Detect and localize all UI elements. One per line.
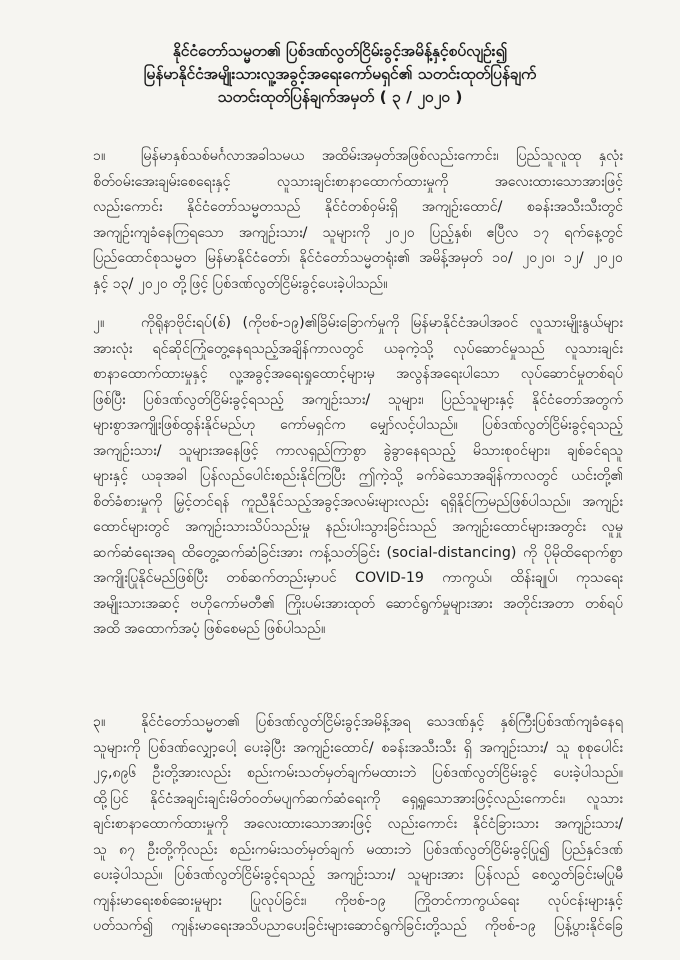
paragraph-line: ဖြစ်ပြီး ပြစ်ဒဏ်လွတ်ငြိမ်းခွင့်ရသည့် အကျဉ်းသား/ သူများ၊ ပြည်သူများနှင့် နိုင်ငံတော်အတွက် [93,391,623,408]
paragraph-number: ၂။ [93,315,105,331]
paragraph-line: ပတ်သက်၍ ကျန်းမာရေးအသိပညာပေးခြင်းများဆောင်ရွက်ခြင်းတို့သည် ကိုဗစ်-၁၉ ပြန့်ပွားနိုင်ခြေ [93,918,623,934]
paragraph-line: အထိ အထောက်အပံ့ ဖြစ်စေမည် ဖြစ်ပါသည်။ [93,621,326,637]
paragraph-line: ကိုရိုနာဗိုင်းရပ်(စ်) (ကိုဗစ်-၁၉)၏ခြိမ်းခြောက်မှုကို မြန်မာနိုင်ငံအပါအဝင် လူသားမျိုးနွယ်များ [141,315,623,331]
paragraph-line: လည်းကောင်း နိုင်ငံတော်သမ္မတသည် နိုင်ငံတစ်ဝှမ်းရှိ အကျဉ်းထောင်/ စခန်းအသီးသီးတွင် [93,199,623,215]
paragraph-line: ကျန်းမာရေးစစ်ဆေးမှုများ ပြုလုပ်ခြင်း၊ ကိုဗစ်-၁၉ ကြိုတင်ကာကွယ်ရေး လုပ်ငန်းများနှင့် [93,892,623,909]
paragraph-number: ၃။ [93,714,106,730]
paragraph-line: ပေးခဲ့ပါသည်။ ပြစ်ဒဏ်လွတ်ငြိမ်းခွင့်ရသည့် အကျဉ်းသား/ သူများအား ပြန်လည် စေလွှတ်ခြင်းမပြုမီ [93,867,623,883]
paragraph-line: ထောင်များတွင် အကျဉ်းသားသိပ်သည်းမှု နည်းပါးသွားခြင်းသည် အကျဉ်းထောင်များအတွင်း လူမှု [93,519,623,535]
paragraph-line: မြန်မာနှစ်သစ်မင်္ဂလာအခါသမယ အထိမ်းအမှတ်အဖြစ်လည်းကောင်း၊ ပြည်သူလူထု နှလုံး [141,148,623,164]
header-title-line: နိုင်ငံတော်သမ္မတ၏ ပြစ်ဒဏ်လွတ်ငြိမ်းခွင့်အမိန့်နှင့်စပ်လျဉ်း၍ [172,42,508,60]
paragraph-line: စာနာထောက်ထားမှုနှင့် လူ့အခွင့်အရေးရှုထောင့်များမှ အလွန်အရေးပါသော လုပ်ဆောင်မှုတစ်ရပ် [93,366,623,382]
paragraph-line: စိတ်ခံစားမှုကို မြှင့်တင်ရန် ကူညီနိုင်သည့်အခွင့်အလမ်းများလည်း ရရှိနိုင်ကြမည်ဖြစ်ပါသည်။ အကျဉ်း [93,493,623,510]
paragraph-line: ဆက်ဆံရေးအရ ထိတွေ့ဆက်ဆံခြင်းအား ကန့်သတ်ခြင်း (social-distancing) ကို ပိုမိုထိရောက်စွာ [93,544,623,561]
paragraph-line: သူများကို ပြစ်ဒဏ်လျှော့ပေါ့ ပေးခဲ့ပြီး အကျဉ်းထောင်/ စခန်းအသီးသီး ရှိ အကျဉ်းသား/ သူ စုစုပေါင်း [93,739,623,756]
paragraph-1 [93,144,623,297]
header-statement-number: သတင်းထုတ်ပြန်ချက်အမှတ် ( ၃ / ၂၀၂၀ ) [217,88,463,106]
paragraph-line: အကျဉ်းကျခံနေကြရသော အကျဉ်းသား/ သူများကို ၂၀၂၀ ပြည့်နှစ်၊ ဧပြီလ ၁၇ ရက်နေ့တွင် [93,224,623,241]
paragraph-2 [93,311,623,643]
paragraph-line: အကျဉ်းသား/ သူများအနေဖြင့် ကာလရှည်ကြာစွာ ခွဲခွာနေရသည့် မိသားစုဝင်များ၊ ချစ်ခင်ရသူ [93,442,623,459]
paragraph-line: ပြည်ထောင်စုသမ္မတ မြန်မာနိုင်ငံတော်၊ နိုင်ငံတော်သမ္မတရုံး၏ အမိန့်အမှတ် ၁၀/ ၂၀၂၀၊ ၁၂/ ၂၀၂၀ [93,250,623,266]
paragraph-line: အားလုံး ရင်ဆိုင်ကြုံတွေ့နေရသည့်အချိန်ကာလတွင် ယခုကဲ့သို့ လုပ်ဆောင်မှုသည် လူသားချင်း [93,340,623,357]
paragraph-line: သူ ၈၇ ဦးတို့ကိုလည်း စည်းကမ်းသတ်မှတ်ချက် မထားဘဲ ပြစ်ဒဏ်လွတ်ငြိမ်းခွင့်ပြု၍ ပြည်နှင်ဒဏ် [93,841,623,858]
paragraph-line: များစွာအကျိုးဖြစ်ထွန်းနိုင်မည်ဟု ကော်မရှင်က မျှော်လင့်ပါသည်။ ပြစ်ဒဏ်လွတ်ငြိမ်းခွင့်ရသည့် [93,417,623,433]
paragraph-line: စိတ်ဝမ်းအေးချမ်းစေရေးနှင့် လူသားချင်းစာနာထောက်ထားမှုကို အလေးထားသောအားဖြင့် [93,173,623,190]
paragraph-line: များနှင့် ယခုအခါ ပြန်လည်ပေါင်းစည်းနိုင်ကြပြီး ဤကဲ့သို့ ခက်ခဲသောအချိန်ကာလတွင် ယင်းတို့၏ [93,468,623,484]
paragraph-line: အမျိုးသားအဆင့် ဗဟိုကော်မတီ၏ ကြိုးပမ်းအားထုတ် ဆောင်ရွက်မှုများအား အတိုင်းအတာ တစ်ရပ် [93,595,623,612]
paragraph-line: အကျိုးပြုနိုင်မည်ဖြစ်ပြီး တစ်ဆက်တည်းမှာပင် COVID-19 ကာကွယ်၊ ထိန်းချုပ်၊ ကုသရေး [93,570,623,586]
paragraph-number: ၁။ [93,148,106,164]
paragraph-3 [93,710,623,940]
header-title-line: မြန်မာနိုင်ငံအမျိုးသားလူ့အခွင့်အရေးကော်မရှင်၏ သတင်းထုတ်ပြန်ချက် [143,65,537,83]
paragraph-line: ထို့ပြင် နိုင်ငံအချင်းချင်းမိတ်ဝတ်မပျက်ဆက်ဆံရေးကို ရှေ့ရှုသောအားဖြင့်လည်းကောင်း၊ လူသား [93,790,623,807]
document-header [0,40,680,109]
paragraph-line: နိုင်ငံတော်သမ္မတ၏ ပြစ်ဒဏ်လွတ်ငြိမ်းခွင့်အမိန့်အရ သေဒဏ်နှင့် နှစ်ကြီးပြစ်ဒဏ်ကျခံနေရ [141,714,623,730]
paragraph-line: ၂၄,၈၉၆ ဦးတို့အားလည်း စည်းကမ်းသတ်မှတ်ချက်မထားဘဲ ပြစ်ဒဏ်လွတ်ငြိမ်းခွင့် ပေးခဲ့ပါသည်။ [93,765,623,781]
paragraph-line: နှင့် ၁၃/ ၂၀၂၀ တို့ဖြင့် ပြစ်ဒဏ်လွတ်ငြိမ်းခွင့်ပေးခဲ့ပါသည်။ [93,275,388,292]
paragraph-line: ချင်းစာနာထောက်ထားမှုကို အလေးထားသောအားဖြင့် လည်းကောင်း နိုင်ငံခြားသား အကျဉ်းသား/ [93,816,623,832]
